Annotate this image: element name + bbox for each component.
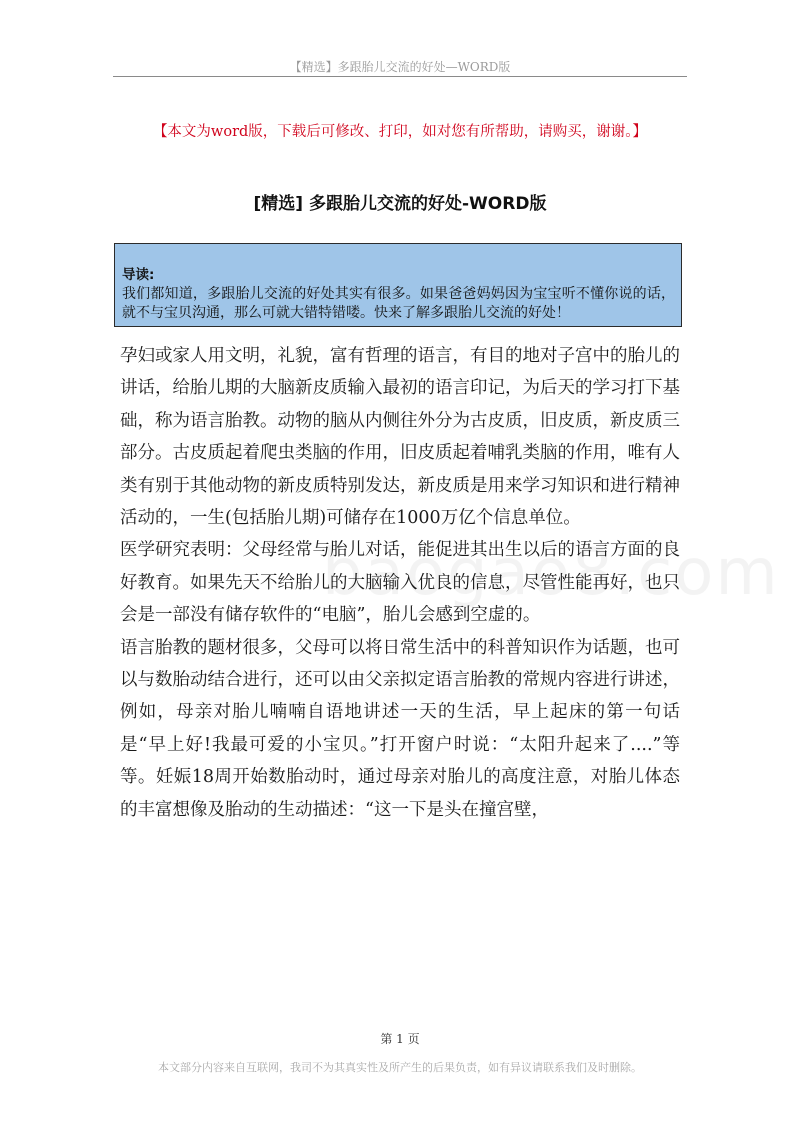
document-title: [精选] 多跟胎儿交流的好处-WORD版 bbox=[253, 194, 547, 214]
page-number: 第 1 页 bbox=[380, 1032, 420, 1046]
download-notice: 【本文为word版，下载后可修改、打印，如对您有所帮助，请购买，谢谢。】 bbox=[152, 124, 648, 140]
body-paragraph: 孕妇或家人用文明，礼貌，富有哲理的语言，有目的地对子宫中的胎儿的讲话，给胎儿期的大脑新皮质输入最初的语言印记，为后天的学习打下基础，称为语言胎教。动物的脑从内侧往外分为古皮质，旧皮质，新皮质三部分。古皮质起着爬虫类脑的作用，旧皮质起着哺乳类脑的作用，唯有人类有别于其他动物的新皮质特别发达，新皮质是用来学习知识和进行精神活动的，一生(包括胎儿期)可储存在1000万亿个信息单位。 bbox=[120, 346, 680, 529]
header-divider bbox=[113, 76, 687, 77]
body-paragraph: 医学研究表明：父母经常与胎儿对话，能促进其出生以后的语言方面的良好教育。如果先天不给胎儿的大脑输入优良的信息，尽管性能再好，也只会是一部没有储存软件的“电脑”，胎儿会感到空虚的。 bbox=[120, 540, 680, 626]
footer-disclaimer: 本文部分内容来自互联网，我司不为其真实性及所产生的后果负责，如有异议请联系我们及时删除。 bbox=[158, 1061, 642, 1074]
summary-text: 我们都知道，多跟胎儿交流的好处其实有很多。如果爸爸妈妈因为宝宝听不懂你说的话，就不与宝贝沟通，那么可就大错特错喽。快来了解多跟胎儿交流的好处！ bbox=[122, 286, 675, 321]
summary-box bbox=[114, 243, 682, 327]
page-header-title: 【精选】多跟胎儿交流的好处—WORD版 bbox=[289, 60, 511, 74]
document-body bbox=[120, 340, 680, 826]
body-paragraph: 语言胎教的题材很多，父母可以将日常生活中的科普知识作为话题，也可以与数胎动结合进行，还可以由父亲拟定语言胎教的常规内容进行讲述，例如，母亲对胎儿喃喃自语地讲述一天的生活，早上起床的第一句话是“早上好!我最可爱的小宝贝。”打开窗户时说：“太阳升起来了....”等等。妊娠18周开始数胎动时，通过母亲对胎儿的高度注意，对胎儿体态的丰富想像及胎动的生动描述：“这一下是头在撞宫壁， bbox=[120, 637, 680, 820]
summary-label: 导读: bbox=[122, 267, 155, 283]
